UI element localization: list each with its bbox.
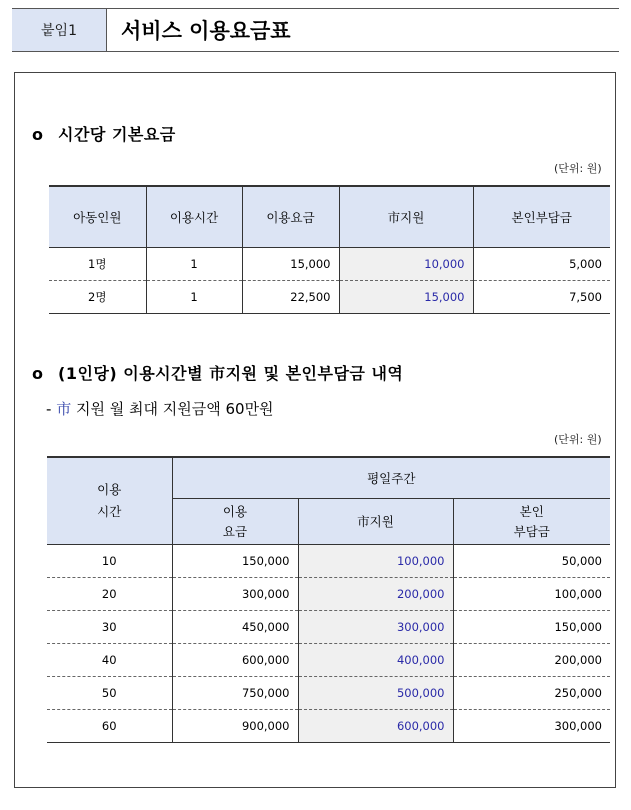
cell-children: 2명 — [49, 281, 146, 314]
col-header-copay — [453, 499, 610, 545]
table-row — [47, 545, 610, 578]
bullet-icon: o — [32, 364, 44, 383]
cell-hours: 50 — [47, 677, 172, 710]
col-header-city-support: 市지원 — [339, 186, 473, 248]
table-row — [47, 677, 610, 710]
cell-hours: 40 — [47, 644, 172, 677]
dash-marker: - — [46, 400, 52, 418]
table-row — [49, 281, 610, 314]
city-label: 市 — [56, 400, 72, 418]
cell-city-support: 200,000 — [298, 578, 453, 611]
col-header-weekday-daytime: 평일주간 — [172, 457, 610, 499]
col-header-fee-line1: 이용 — [222, 503, 248, 519]
section1-unit: (단위: 원) — [554, 162, 602, 175]
col-header-copay-line2: 부담금 — [513, 523, 550, 539]
col-header-city-support: 市지원 — [298, 499, 453, 545]
col-header-hours — [47, 457, 172, 545]
cell-fee: 150,000 — [172, 545, 298, 578]
cell-copay: 200,000 — [453, 644, 610, 677]
col-header-hours: 이용시간 — [146, 186, 242, 248]
cell-city-support: 100,000 — [298, 545, 453, 578]
cell-copay: 5,000 — [473, 248, 610, 281]
cell-hours: 60 — [47, 710, 172, 743]
section2-unit: (단위: 원) — [554, 433, 602, 446]
section1-heading-text: 시간당 기본요금 — [58, 125, 176, 144]
cell-copay: 50,000 — [453, 545, 610, 578]
col-header-hours-line1: 이용 — [97, 482, 122, 497]
cell-city-support: 500,000 — [298, 677, 453, 710]
cell-hours: 10 — [47, 545, 172, 578]
table-row — [47, 710, 610, 743]
attachment-tag: 붙임1 — [12, 9, 107, 51]
section2-heading — [32, 361, 403, 384]
base-fee-table — [49, 185, 610, 314]
hourly-support-table — [47, 456, 610, 743]
table-header-row — [47, 457, 610, 499]
attachment-header — [12, 8, 619, 52]
cell-children: 1명 — [49, 248, 146, 281]
col-header-fee — [172, 499, 298, 545]
col-header-fee: 이용요금 — [242, 186, 339, 248]
cell-city-support: 600,000 — [298, 710, 453, 743]
cell-fee: 600,000 — [172, 644, 298, 677]
col-header-fee-line2: 요금 — [222, 523, 248, 539]
cell-copay: 250,000 — [453, 677, 610, 710]
cell-fee: 15,000 — [242, 248, 339, 281]
cell-fee: 450,000 — [172, 611, 298, 644]
bullet-icon: o — [32, 125, 44, 144]
cell-city-support: 15,000 — [339, 281, 473, 314]
cell-city-support: 400,000 — [298, 644, 453, 677]
table-row — [49, 248, 610, 281]
section2-heading-text: (1인당) 이용시간별 市지원 및 본인부담금 내역 — [58, 364, 404, 383]
page-title: 서비스 이용요금표 — [121, 19, 291, 43]
col-header-hours-line2: 시간 — [97, 504, 122, 519]
cell-fee: 300,000 — [172, 578, 298, 611]
section1-heading — [32, 122, 176, 145]
cell-copay: 100,000 — [453, 578, 610, 611]
cell-city-support: 10,000 — [339, 248, 473, 281]
table-row — [47, 611, 610, 644]
cell-copay: 300,000 — [453, 710, 610, 743]
cell-fee: 750,000 — [172, 677, 298, 710]
cell-fee: 900,000 — [172, 710, 298, 743]
col-header-children: 아동인원 — [49, 186, 146, 248]
cell-copay: 7,500 — [473, 281, 610, 314]
table-row — [47, 644, 610, 677]
cell-hours: 30 — [47, 611, 172, 644]
cell-city-support: 300,000 — [298, 611, 453, 644]
table-header-row — [49, 186, 610, 248]
cell-hours: 1 — [146, 248, 242, 281]
col-header-copay: 본인부담금 — [473, 186, 610, 248]
support-limit-note — [46, 398, 274, 419]
cell-hours: 20 — [47, 578, 172, 611]
col-header-copay-line1: 본인 — [519, 503, 544, 519]
cell-fee: 22,500 — [242, 281, 339, 314]
support-limit-text: 지원 월 최대 지원금액 60만원 — [76, 400, 274, 418]
table-row — [47, 578, 610, 611]
cell-copay: 150,000 — [453, 611, 610, 644]
cell-hours: 1 — [146, 281, 242, 314]
